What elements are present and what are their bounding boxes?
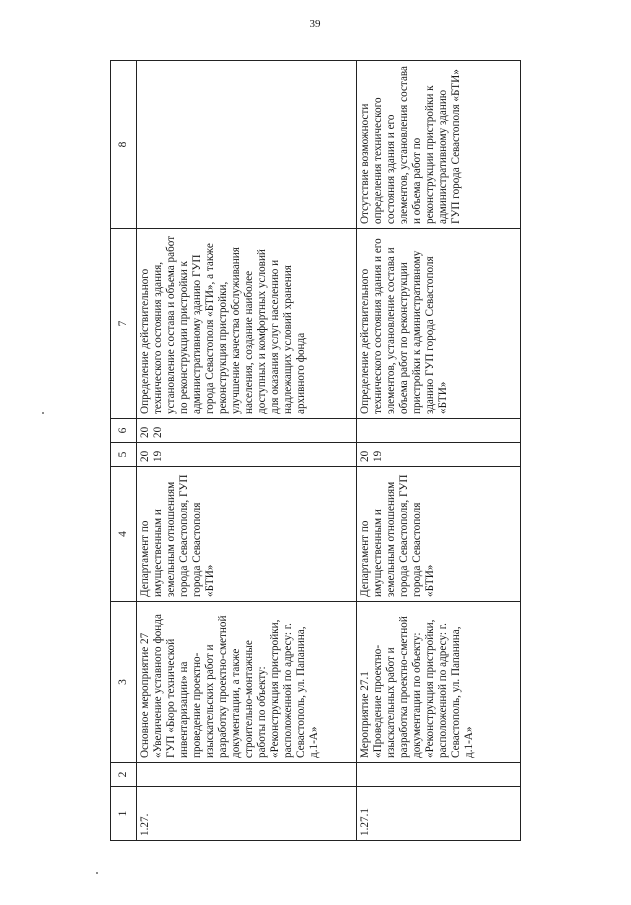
header-cell: 7: [111, 229, 137, 419]
header-cell: 5: [111, 443, 137, 467]
executor-cell: Департамент по имущественным и земельным отношениям города Севастополя, ГУП города Севастополя «БТИ»: [137, 467, 357, 602]
consequence-cell: Отсутствие возможности определения технического состояния здания и его элементов, установления состава и объема работ по реконструкции пристройки к административному зданию ГУП города Севастополя «БТИ»: [357, 61, 521, 229]
expected-result-cell: Определение действительного технического состояния здания, установление состава и объема работ по реконструкции пристройки к административному зданию ГУП города Севастополя «БТИ», а также реконструкция пристройки, улучшение качества обслуживания населения, создание наиболее доступных и комфортных условий для оказания услуг населению и надлежащих условий хранения архивного фонда: [137, 229, 357, 419]
header-cell: 4: [111, 467, 137, 602]
row-number-cell: 1.27.1: [357, 787, 521, 841]
header-cell: 2: [111, 763, 137, 787]
empty-cell: [357, 763, 521, 787]
event-name-cell: Основное мероприятие 27 «Увеличение уставного фонда ГУП «Бюро технической инвентаризации» на проведение проектно-изыскательских работ и разработку проектно-сметной документации, а также строительно-монтажные работы по объекту: «Реконструкция пристройки, расположенной по адресу: г. Севастополь, ул. Папанина, д.1-А»: [137, 602, 357, 763]
header-cell: 3: [111, 602, 137, 763]
end-year-cell: 2020: [137, 419, 357, 443]
end-year-cell: [357, 419, 521, 443]
rotated-table-container: [110, 61, 521, 841]
table-row: [357, 61, 521, 841]
empty-cell: [137, 763, 357, 787]
table-row: [137, 61, 357, 841]
executor-cell: Департамент по имущественным и земельным отношениям города Севастополя, ГУП города Севастополя «БТИ»: [357, 467, 521, 602]
header-cell: 6: [111, 419, 137, 443]
scan-speck: [42, 412, 44, 414]
scan-speck: [96, 872, 98, 874]
program-table: [110, 60, 521, 841]
start-year-cell: 2019: [137, 443, 357, 467]
header-cell: 8: [111, 61, 137, 229]
consequence-cell: [137, 61, 357, 229]
table-header-row: [111, 61, 137, 841]
event-name-cell: Мероприятие 27.1 «Проведение проектно-изыскательных работ и разработка проектно-сметной документации по объекту: «Реконструкция пристройки, расположенной по адресу: г. Севастополь, ул. Папанина, д.1-А»: [357, 602, 521, 763]
expected-result-cell: Определение действительного технического состояния здания и его элементов, установление состава и объема работ по реконструкции пристройки к административному зданию ГУП города Севастополя «БТИ»: [357, 229, 521, 419]
page-number: 39: [309, 18, 321, 30]
start-year-cell: 2019: [357, 443, 521, 467]
row-number-cell: 1.27.: [137, 787, 357, 841]
header-cell: 1: [111, 787, 137, 841]
